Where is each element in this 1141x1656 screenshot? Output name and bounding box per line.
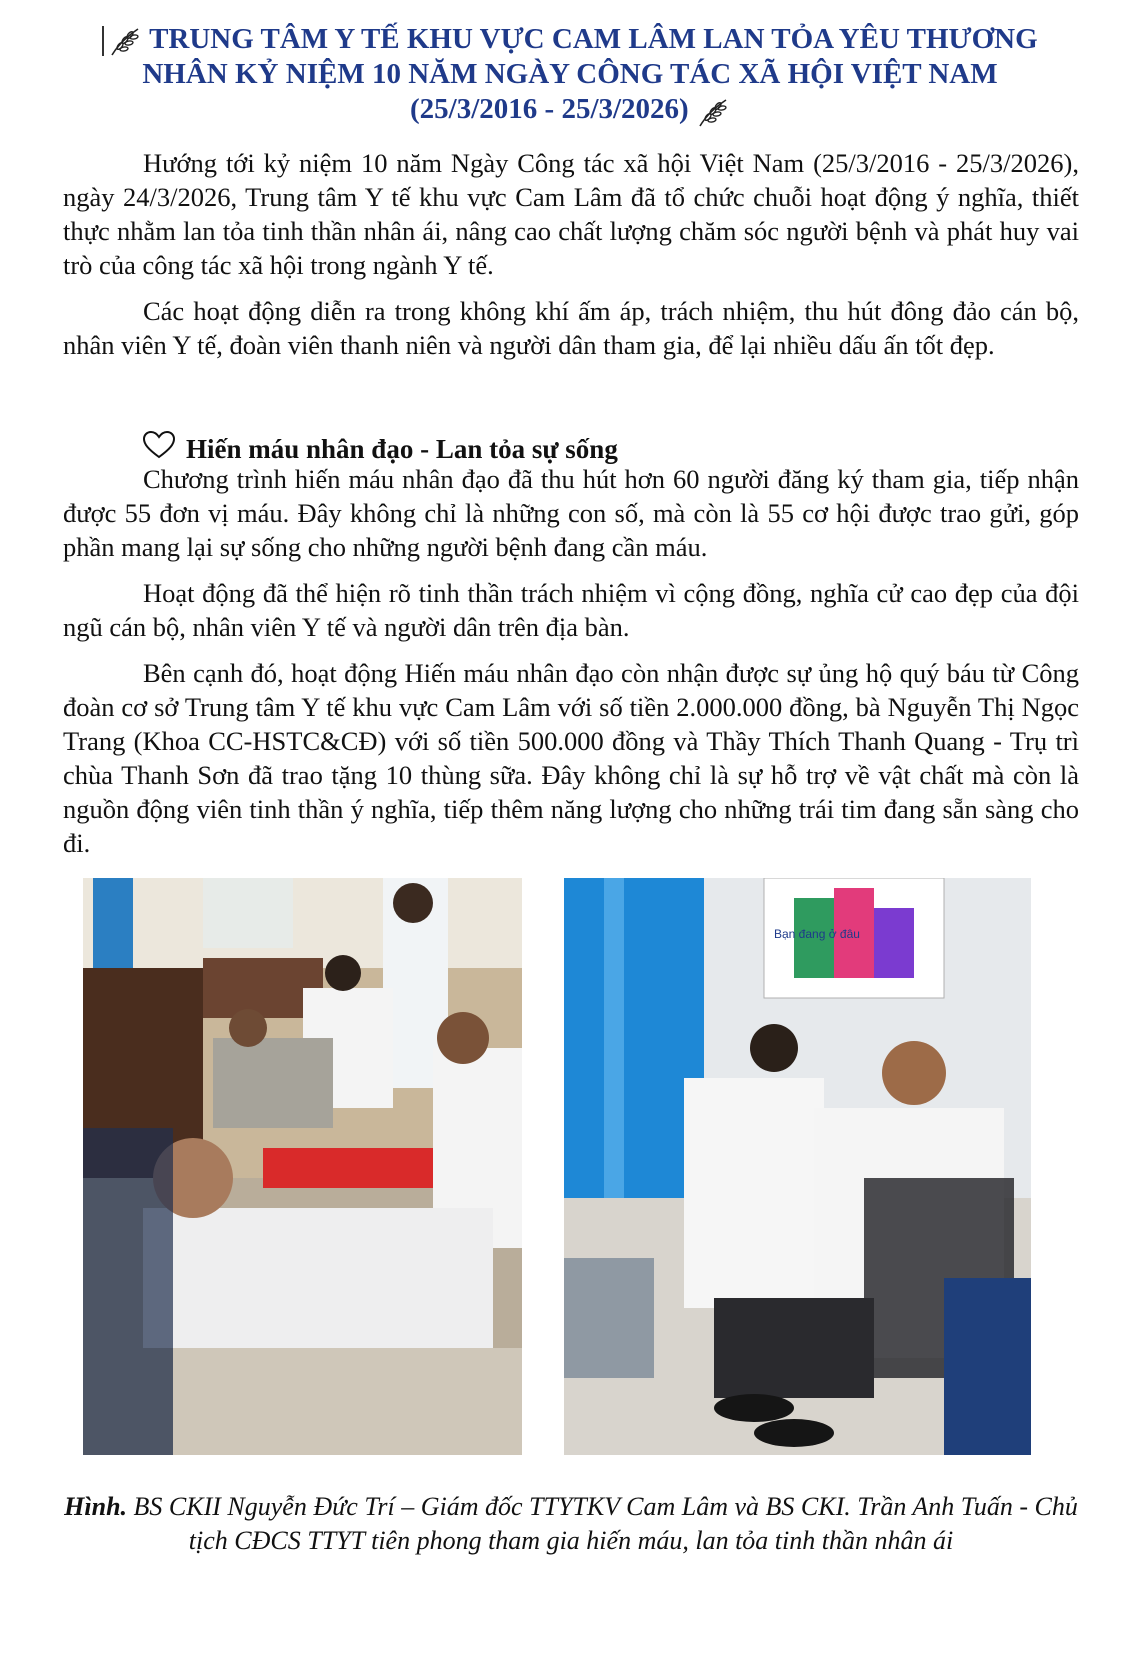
- section-paragraphs: [63, 462, 1079, 872]
- caption-label: Hình.: [64, 1492, 128, 1521]
- title-line-1: [70, 22, 1070, 57]
- title-text-1: TRUNG TÂM Y TẾ KHU VỰC CAM LÂM LAN TỎA YÊU THƯƠNG: [149, 23, 1038, 55]
- poster-text: Bạn đang ở đâu: [774, 927, 860, 941]
- article-title: [70, 22, 1070, 128]
- paragraph: Hoạt động đã thể hiện rõ tinh thần trách nhiệm vì cộng đồng, nghĩa cử cao đẹp của đội ngũ cán bộ, nhân viên Y tế và người dân trên địa bàn.: [63, 578, 1079, 642]
- paragraph: Hướng tới kỷ niệm 10 năm Ngày Công tác xã hội Việt Nam (25/3/2016 - 25/3/2026), ngày 24/3/2026, Trung tâm Y tế khu vực Cam Lâm đã tổ chức chuỗi hoạt động ý nghĩa, thiết thực nhằm lan tỏa tinh thần nhân ái, nâng cao chất lượng chăm sóc người bệnh và phát huy vai trò của công tác xã hội trong ngành Y tế.: [63, 148, 1079, 280]
- section-heading-text: Hiến máu nhân đạo - Lan tỏa sự sống: [186, 434, 618, 464]
- paragraph: Các hoạt động diễn ra trong không khí ấm áp, trách nhiệm, thu hút đông đảo cán bộ, nhân viên Y tế, đoàn viên thanh niên và người dân tham gia, để lại nhiều dấu ấn tốt đẹp.: [63, 296, 1079, 360]
- paragraph: Chương trình hiến máu nhân đạo đã thu hút hơn 60 người đăng ký tham gia, tiếp nhận được 55 đơn vị máu. Đây không chỉ là những con số, mà còn là 55 cơ hội được trao gửi, góp phần mang lại sự sống cho những người bệnh đang cần máu.: [63, 464, 1079, 562]
- photo-caption: [63, 1490, 1079, 1558]
- leaf-icon: [696, 96, 730, 128]
- photo-blood-donation-left: [83, 878, 522, 1455]
- title-date-range: (25/3/2016 - 25/3/2026): [410, 93, 689, 126]
- photo-blood-donation-right: [564, 878, 1031, 1455]
- title-line-3: [70, 92, 1070, 127]
- title-bar-mark: [102, 26, 104, 56]
- intro-paragraphs: [63, 146, 1079, 374]
- leaf-icon: [108, 25, 142, 57]
- title-line-2: NHÂN KỶ NIỆM 10 NĂM NGÀY CÔNG TÁC XÃ HỘI VIỆT NAM: [142, 58, 998, 91]
- paragraph: Bên cạnh đó, hoạt động Hiến máu nhân đạo còn nhận được sự ủng hộ quý báu từ Công đoàn cơ sở Trung tâm Y tế khu vực Cam Lâm với số tiền 2.000.000 đồng, bà Nguyễn Thị Ngọc Trang (Khoa CC-HSTC&CĐ) với số tiền 500.000 đồng và Thầy Thích Thanh Quang - Trụ trì chùa Thanh Sơn đã trao tặng 10 thùng sữa. Đây không chỉ là sự hỗ trợ về vật chất mà còn là nguồn động viên tinh thần ý nghĩa, tiếp thêm năng lượng cho những trái tim đang sẵn sàng cho đi.: [63, 658, 1079, 858]
- caption-text: BS CKII Nguyễn Đức Trí – Giám đốc TTYTKV Cam Lâm và BS CKI. Trần Anh Tuấn - Chủ tịch CĐCS TTYT tiên phong tham gia hiến máu, lan tỏa tinh thần nhân ái: [133, 1492, 1078, 1555]
